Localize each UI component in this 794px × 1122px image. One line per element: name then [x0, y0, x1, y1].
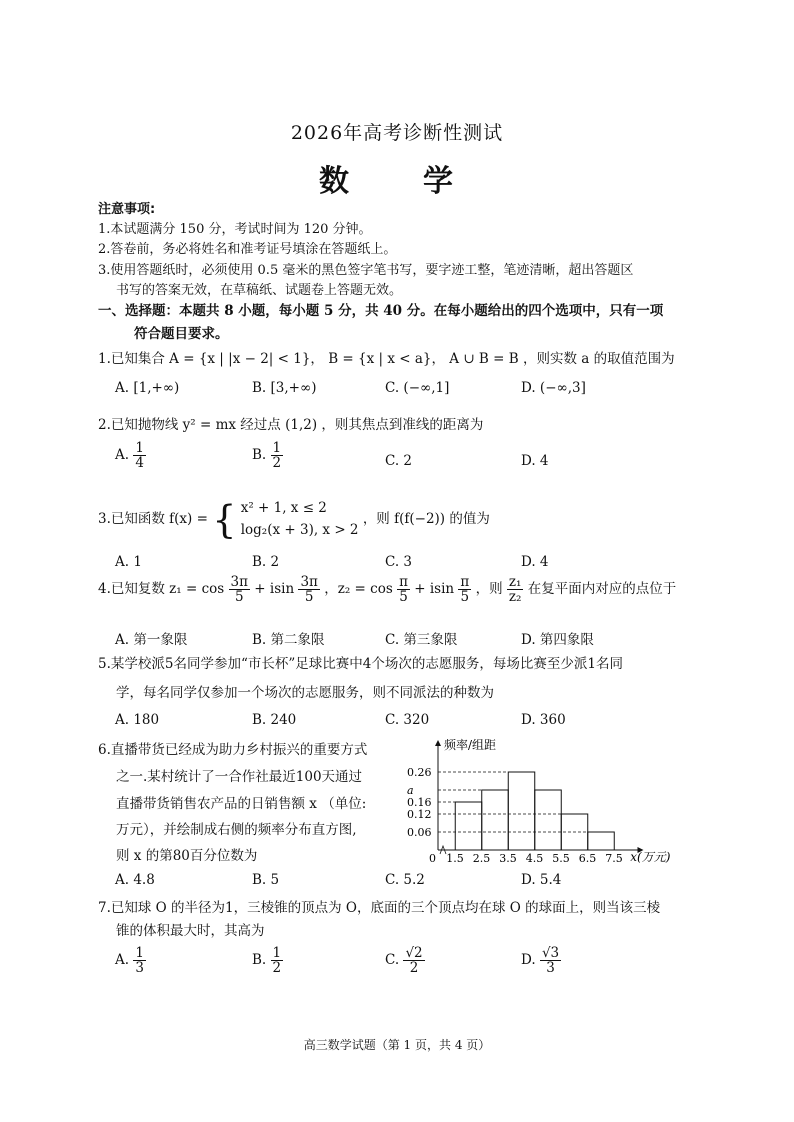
- section-heading-cont: 符合题目要求。: [134, 326, 229, 342]
- denominator: 5: [460, 589, 470, 606]
- y-tick-label: 0.16: [407, 796, 432, 809]
- option-a: A. 1: [115, 554, 142, 570]
- question-4-stem: [98, 575, 676, 604]
- fraction: [133, 441, 146, 470]
- option-d: D. 4: [521, 554, 549, 570]
- numerator: π: [460, 574, 470, 590]
- option-a: A. 4.8: [115, 872, 155, 888]
- q3-prefix: 3.已知函数 f(x) =: [98, 511, 208, 528]
- option-b: B. 2: [252, 554, 280, 570]
- question-6-line: 6.直播带货已经成为助力乡村振兴的重要方式: [98, 742, 368, 758]
- x-tick-label: 2.5: [472, 852, 491, 865]
- option-label: C.: [385, 952, 400, 969]
- notice-item: 书写的答案无效，在草稿纸、试题卷上答题无效。: [116, 283, 403, 298]
- question-6-line: 则 x 的第80百分位数为: [116, 848, 258, 864]
- section-heading: 一、选择题：本题共 8 小题，每小题 5 分，共 40 分。在每小题给出的四个选项中，只有一项: [98, 303, 664, 319]
- case-2: log₂(x + 3), x > 2: [240, 521, 359, 538]
- numerator: √2: [405, 945, 423, 961]
- option-d: D. 4: [521, 453, 549, 469]
- denominator: 5: [304, 589, 314, 606]
- histogram-bar: [508, 772, 535, 850]
- option-d: D. (−∞,3]: [521, 380, 586, 396]
- option-label: B.: [252, 447, 267, 464]
- notice-item: 1.本试题满分 150 分，考试时间为 120 分钟。: [98, 222, 372, 237]
- subject-title: 数 学: [319, 164, 475, 199]
- option-b: B. 第二象限: [252, 632, 325, 648]
- denominator: 5: [399, 589, 408, 606]
- notice-item: 2.答卷前，务必将姓名和准考证号填涂在答题纸上。: [98, 242, 397, 257]
- fraction: [403, 946, 424, 975]
- q4-text: + isin: [254, 581, 295, 598]
- histogram-bar: [482, 790, 509, 850]
- numerator: z₁: [508, 574, 522, 590]
- page-footer: 高三数学试题（第 1 页，共 4 页）: [303, 1038, 491, 1052]
- y-tick-label: 0.26: [407, 766, 432, 779]
- notice-item: 3.使用答题纸时，必须使用 0.5 毫米的黑色签字笔书写，要字迹工整，笔迹清晰，超出答题区: [98, 263, 634, 278]
- option-label: B.: [252, 952, 267, 969]
- question-5-stem-cont: 学，每名同学仅参加一个场次的志愿服务，则不同派法的种数为: [116, 685, 494, 701]
- q4-text: 4.已知复数 z₁ = cos: [98, 581, 225, 598]
- denominator: z₂: [508, 589, 522, 606]
- option-c: C. 2: [385, 453, 413, 469]
- option-label: A.: [115, 447, 130, 464]
- fraction: [271, 441, 284, 470]
- fraction: [458, 575, 471, 604]
- fraction: [298, 575, 319, 604]
- y-tick-label: 0.06: [407, 826, 432, 839]
- denominator: 3: [135, 960, 144, 977]
- question-5-stem: 5.某学校派5名同学参加“市长杯”足球比赛中4个场次的志愿服务，每场比赛至少派1名同: [98, 656, 623, 672]
- denominator: 2: [272, 960, 282, 977]
- option-c: C. 第三象限: [385, 632, 458, 648]
- x-tick-label: 3.5: [499, 852, 517, 865]
- option-a: A. 第一象限: [115, 632, 188, 648]
- option-c: C. 5.2: [385, 872, 425, 888]
- histogram-bar: [455, 802, 482, 850]
- option-label: A.: [115, 952, 130, 969]
- option-c: C. 320: [385, 712, 430, 728]
- option-a: A. [1,+∞): [115, 380, 180, 396]
- numerator: 1: [272, 945, 282, 961]
- question-7-stem: 7.已知球 O 的半径为1，三棱锥的顶点为 O，底面的三个顶点均在球 O 的球面上，则当该三棱: [98, 900, 661, 916]
- option-d: [521, 946, 561, 975]
- option-d: D. 5.4: [521, 872, 562, 888]
- option-label: D.: [521, 952, 536, 969]
- frequency-histogram: [400, 738, 700, 868]
- denominator: 2: [272, 455, 282, 472]
- q4-text: + isin: [414, 581, 455, 598]
- question-6-line: 万元），并绘制成右侧的频率分布直方图,: [116, 822, 357, 838]
- option-a: A. 180: [115, 712, 160, 728]
- fraction: [507, 575, 524, 604]
- option-d: D. 360: [521, 712, 566, 728]
- histogram-bar: [535, 790, 562, 850]
- numerator: 3π: [230, 574, 248, 590]
- fraction: [271, 946, 284, 975]
- numerator: 3π: [300, 574, 318, 590]
- question-7-stem-cont: 锥的体积最大时，其高为: [116, 923, 265, 939]
- y-axis-arrow: [435, 740, 441, 746]
- numerator: 1: [135, 945, 144, 961]
- piecewise-cases: [241, 498, 359, 541]
- x-tick-label: 4.5: [525, 852, 544, 865]
- option-b: B. 240: [252, 712, 297, 728]
- question-7-options: [115, 946, 675, 992]
- option-c: C. (−∞,1]: [385, 380, 450, 396]
- x-axis-label: x(万元): [630, 850, 671, 864]
- q4-text: ，则: [475, 581, 503, 598]
- x-tick-label: 7.5: [605, 852, 623, 865]
- numerator: √3: [541, 945, 560, 961]
- y-tick-label: 0.12: [407, 808, 432, 821]
- exam-title: 2026年高考诊断性测试: [290, 122, 504, 144]
- numerator: 1: [135, 440, 144, 456]
- option-b: B. [3,+∞): [252, 380, 317, 396]
- option-d: D. 第四象限: [521, 632, 594, 648]
- fraction: [133, 946, 146, 975]
- histogram-bar: [588, 832, 615, 850]
- origin-label: 0: [429, 852, 436, 865]
- option-b: [252, 946, 283, 975]
- question-1-stem: 1.已知集合 A = {x | |x − 2| < 1}， B = {x | x < a}， A ∪ B = B ，则实数 a 的取值范围为: [98, 351, 675, 367]
- question-3-stem: [98, 498, 490, 541]
- option-b: [252, 441, 283, 470]
- question-2-options: [115, 441, 675, 485]
- y-tick-label: a: [407, 784, 414, 797]
- x-tick-label: 1.5: [446, 852, 464, 865]
- notice-heading: 注意事项:: [98, 202, 156, 217]
- question-6-line: 直播带货销售农产品的日销售额 x （单位:: [116, 796, 367, 812]
- numerator: 1: [272, 440, 282, 456]
- q3-suffix: ，则 f(f(−2)) 的值为: [362, 511, 490, 528]
- option-b: B. 5: [252, 872, 280, 888]
- option-a: [115, 946, 146, 975]
- option-a: [115, 441, 146, 470]
- denominator: 5: [234, 589, 244, 606]
- option-c: [385, 946, 425, 975]
- x-tick-label: 5.5: [552, 852, 570, 865]
- denominator: 4: [135, 455, 144, 472]
- question-6-line: 之一.某村统计了一合作社最近100天通过: [116, 769, 363, 785]
- fraction: [397, 575, 410, 604]
- q4-text: 在复平面内对应的点位于: [527, 581, 677, 598]
- numerator: π: [399, 574, 408, 590]
- q4-text: ，z₂ = cos: [324, 581, 393, 598]
- fraction: [540, 946, 561, 975]
- brace-symbol: {: [212, 497, 237, 542]
- x-tick-label: 6.5: [578, 852, 597, 865]
- option-c: C. 3: [385, 554, 413, 570]
- case-1: x² + 1, x ≤ 2: [240, 500, 327, 516]
- fraction: [229, 575, 250, 604]
- y-axis-label: 频率/组距: [444, 738, 497, 752]
- question-2-stem: 2.已知抛物线 y² = mx 经过点 (1,2) ，则其焦点到准线的距离为: [98, 417, 484, 433]
- denominator: 3: [546, 960, 555, 977]
- denominator: 2: [409, 960, 419, 977]
